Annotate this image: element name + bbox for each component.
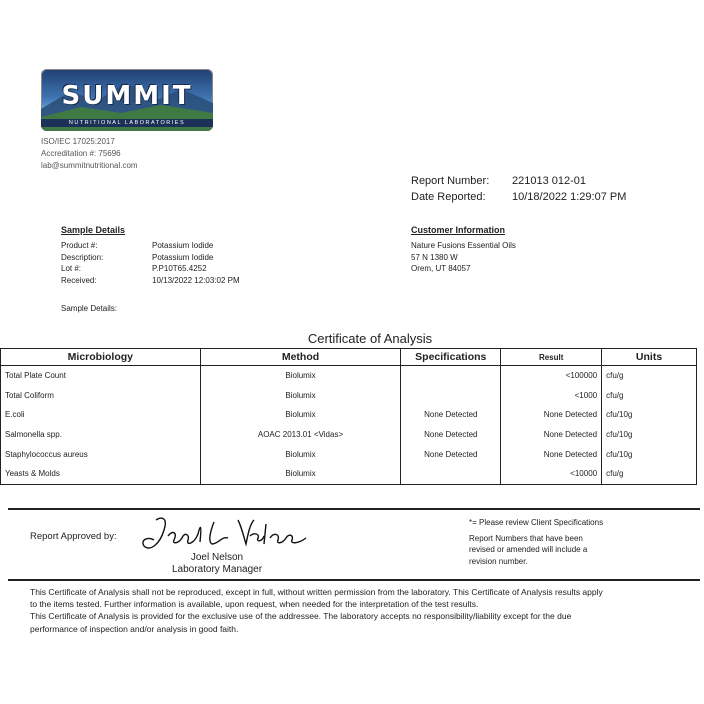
- note-line: revision number.: [469, 556, 528, 566]
- test-method: Biolumix: [200, 386, 401, 406]
- accreditation-number: Accreditation #: 75696: [41, 149, 121, 158]
- test-result: None Detected: [501, 444, 602, 464]
- sample-labels: [61, 240, 103, 286]
- test-name: Total Coliform: [1, 386, 201, 406]
- disclaimer: [30, 586, 695, 635]
- column-header: Microbiology: [1, 349, 201, 366]
- sample-label: Received:: [61, 275, 97, 285]
- table-row: [1, 405, 697, 425]
- disclaimer-line: This Certificate of Analysis is provided for the exclusive use of the addressee. The laboratory accepts no responsibility/liability except for the due: [30, 611, 572, 622]
- test-units: cfu/10g: [602, 405, 697, 425]
- table-row: [1, 366, 697, 386]
- test-result: None Detected: [501, 425, 602, 445]
- sample-value: 10/13/2022 12:03:02 PM: [152, 275, 240, 285]
- test-result: <10000: [501, 464, 602, 484]
- column-header: Specifications: [401, 349, 501, 366]
- test-units: cfu/g: [602, 366, 697, 386]
- certificate-title: Certificate of Analysis: [307, 331, 433, 346]
- disclaimer-line: This Certificate of Analysis shall not be reproduced, except in full, without written permission from the laboratory. This Certificate of Analysis results apply: [30, 587, 603, 597]
- test-method: Biolumix: [200, 405, 401, 425]
- iso-standard: ISO/IEC 17025:2017: [41, 137, 115, 146]
- summit-logo: [41, 69, 213, 131]
- sample-value: Potassium Iodide: [152, 241, 214, 250]
- test-spec: None Detected: [401, 405, 501, 425]
- divider: [8, 579, 700, 581]
- column-header: Units: [602, 349, 697, 366]
- test-method: Biolumix: [200, 444, 401, 464]
- approver-title: Laboratory Manager: [171, 564, 263, 575]
- customer-line: Orem, UT 84057: [411, 264, 471, 273]
- test-spec: None Detected: [401, 444, 501, 464]
- date-reported-label: Date Reported:: [411, 190, 486, 203]
- test-method: AOAC 2013.01 <Vidas>: [200, 425, 401, 445]
- customer-line: 57 N 1380 W: [411, 252, 458, 262]
- test-method: Biolumix: [200, 366, 401, 386]
- disclaimer-line: performance of inspection and/or analysis in good faith.: [30, 623, 239, 634]
- report-meta-values: [512, 174, 626, 205]
- customer-info-heading: Customer Information: [411, 225, 506, 235]
- test-name: Salmonella spp.: [1, 425, 201, 445]
- sample-values: [152, 240, 240, 286]
- test-result: <100000: [501, 366, 602, 386]
- table-row: [1, 464, 697, 484]
- results-table: [0, 348, 697, 485]
- sample-label: Description:: [61, 252, 104, 262]
- report-approved-label: Report Approved by:: [30, 531, 117, 542]
- lab-info: [41, 136, 138, 172]
- test-units: cfu/10g: [602, 425, 697, 445]
- logo-wordmark: SUMMIT: [61, 81, 193, 111]
- test-spec: [401, 464, 501, 484]
- sample-label: Product #:: [61, 241, 98, 250]
- customer-address: [411, 240, 516, 275]
- test-name: Total Plate Count: [1, 366, 201, 386]
- table-header-row: [1, 349, 697, 366]
- test-method: Biolumix: [200, 464, 401, 484]
- approver-block: [150, 552, 284, 576]
- column-header: Result: [501, 349, 602, 366]
- table-row: [1, 425, 697, 445]
- test-units: cfu/g: [602, 464, 697, 484]
- test-result: None Detected: [501, 405, 602, 425]
- specification-notes: [469, 517, 603, 567]
- sample-value: Potassium Iodide: [152, 252, 214, 262]
- logo-subtitle: NUTRITIONAL LABORATORIES: [41, 119, 213, 127]
- test-name: Staphylococcus aureus: [1, 444, 201, 464]
- table-row: [1, 444, 697, 464]
- note-line: revised or amended will include a: [469, 545, 588, 554]
- date-reported-value: 10/18/2022 1:29:07 PM: [512, 190, 627, 203]
- disclaimer-line: to the items tested. Further information is available, upon request, when needed for the interpretation of the test results.: [30, 599, 479, 610]
- divider: [8, 508, 700, 510]
- customer-line: Nature Fusions Essential Oils: [411, 241, 516, 250]
- test-name: E.coli: [1, 405, 201, 425]
- column-header: Method: [200, 349, 401, 366]
- note-line: *= Please review Client Specifications: [469, 518, 604, 527]
- approver-name: Joel Nelson: [190, 552, 244, 563]
- test-spec: None Detected: [401, 425, 501, 445]
- report-meta-labels: [411, 174, 489, 205]
- report-number-label: Report Number:: [411, 175, 490, 187]
- lab-email: lab@summitnutritional.com: [41, 161, 138, 170]
- report-number-value: 221013 012-01: [512, 175, 587, 187]
- sample-details-heading: Sample Details: [61, 225, 126, 235]
- sample-details-extra-label: Sample Details:: [61, 304, 118, 313]
- test-name: Yeasts & Molds: [1, 464, 201, 484]
- test-spec: [401, 366, 501, 386]
- note-line: Report Numbers that have been: [469, 533, 583, 543]
- test-units: cfu/10g: [602, 444, 697, 464]
- test-units: cfu/g: [602, 386, 697, 406]
- table-row: [1, 386, 697, 406]
- test-result: <1000: [501, 386, 602, 406]
- signature-image: [138, 514, 308, 556]
- test-spec: [401, 386, 501, 406]
- sample-label: Lot #:: [61, 264, 82, 273]
- sample-value: P.P10T65.4252: [152, 264, 207, 273]
